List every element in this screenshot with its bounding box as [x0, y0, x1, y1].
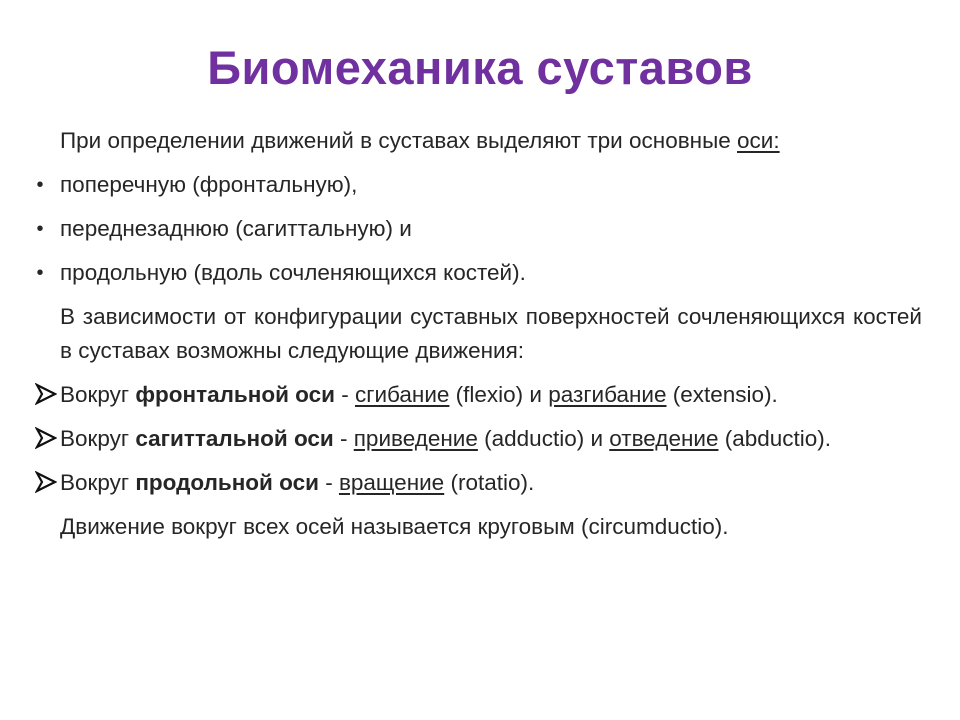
movement-latin: (abductio).	[718, 426, 832, 451]
bullet-dot-icon: •	[36, 174, 44, 196]
movement-item	[60, 378, 922, 412]
intro-underlined: оси:	[737, 128, 780, 153]
axis-text: переднезаднюю (сагиттальную) и	[60, 216, 412, 241]
bullet-dot-icon: •	[36, 218, 44, 240]
axis-text: продольную (вдоль сочленяющихся костей).	[60, 260, 526, 285]
movement-axis: продольной оси	[135, 470, 319, 495]
slide-body	[36, 124, 922, 544]
movement-latin: (rotatio).	[444, 470, 535, 495]
arrowhead-bullet-icon	[35, 383, 57, 405]
movement-latin: (flexio) и	[449, 382, 549, 407]
movement-axis: фронтальной оси	[135, 382, 335, 407]
movement-latin: (extensio).	[666, 382, 778, 407]
movement-item	[60, 422, 922, 456]
movement-prefix: Вокруг	[60, 426, 136, 451]
movement-term: разгибание	[548, 382, 667, 407]
movement-prefix: Вокруг	[60, 382, 136, 407]
movement-axis: сагиттальной оси	[135, 426, 334, 451]
slide-title: Биомеханика суставов	[207, 41, 753, 94]
intro-text: При определении движений в суставах выделяют три основные	[60, 128, 738, 153]
movement-term: отведение	[609, 426, 719, 451]
conclusion-paragraph: Движение вокруг всех осей называется круговым (circumductio).	[60, 514, 729, 539]
movement-term: вращение	[338, 470, 445, 495]
axis-item	[36, 168, 922, 202]
movement-latin: (adductio) и	[477, 426, 610, 451]
movement-term: приведение	[353, 426, 478, 451]
movement-dash: -	[333, 426, 354, 451]
arrowhead-bullet-icon	[35, 471, 57, 493]
bullet-dot-icon: •	[36, 262, 44, 284]
movement-item	[60, 466, 922, 500]
movement-prefix: Вокруг	[60, 470, 136, 495]
movement-dash: -	[318, 470, 339, 495]
axis-item	[36, 256, 922, 290]
dependence-paragraph: В зависимости от конфигурации суставных поверхностей сочленяющихся костей в суставах возможны следующие движения:	[60, 304, 922, 363]
axis-text: поперечную (фронтальную),	[60, 172, 358, 197]
axis-item	[36, 212, 922, 246]
arrowhead-bullet-icon	[35, 427, 57, 449]
movement-term: сгибание	[354, 382, 450, 407]
movement-dash: -	[334, 382, 355, 407]
intro-paragraph	[60, 124, 922, 158]
